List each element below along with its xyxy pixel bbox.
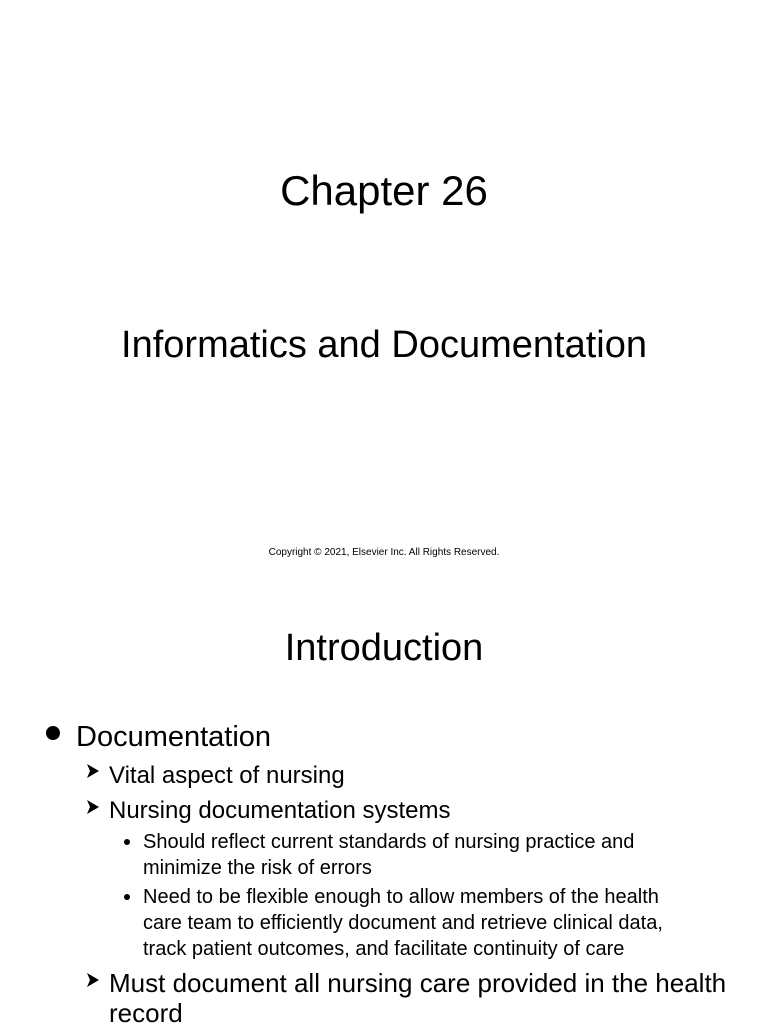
sub-bullet-must-document-line-2: record [109,998,183,1028]
sub-sub-bullet-standards-line-2: minimize the risk of errors [143,857,372,879]
sub-bullet-vital-aspect: Vital aspect of nursing [109,762,345,789]
chapter-subtitle: Informatics and Documentation [121,324,647,366]
sub-sub-bullet-flexible-line-3: track patient outcomes, and facilitate continuity of care [143,938,625,960]
copyright-notice: Copyright © 2021, Elsevier Inc. All Rights Reserved. [268,547,500,558]
arrowhead-bullet-icon [86,799,100,815]
chapter-title: Chapter 26 [280,167,488,214]
introduction-title: Introduction [284,627,484,669]
sub-bullet-documentation-systems: Nursing documentation systems [109,797,451,824]
small-circle-bullet-icon [124,839,130,845]
sub-bullet-must-document-line-1: Must document all nursing care provided in the health [109,968,727,998]
arrowhead-bullet-icon [86,972,100,988]
arrowhead-bullet-icon [86,763,100,779]
sub-sub-bullet-flexible-line-2: care team to efficiently document and retrieve clinical data, [143,912,663,934]
sub-sub-bullet-standards-line-1: Should reflect current standards of nursing practice and [143,831,635,853]
sub-sub-bullet-flexible-line-1: Need to be flexible enough to allow members of the health [143,886,659,908]
bullet-documentation: Documentation [76,721,272,753]
filled-circle-bullet-icon [46,726,60,740]
small-circle-bullet-icon [124,894,130,900]
